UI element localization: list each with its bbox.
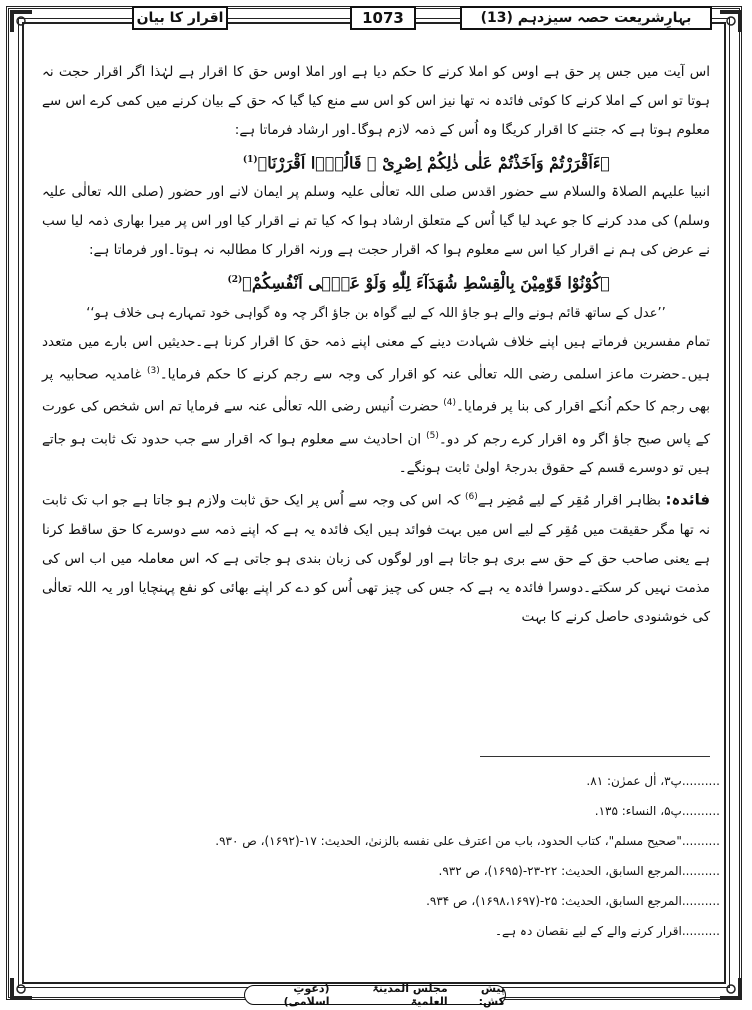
footnote-ref: (4) (443, 398, 456, 409)
footnote: ..........المرجع السابق، الحدیث: ۲۵-(۱۶۹۸،۱۶۹۷)، ص ۹۳۴. (426, 894, 720, 908)
footnotes (120, 766, 720, 946)
publisher-sub: (دعوتِ اسلامی) (283, 982, 330, 1008)
corner-ornament-icon (718, 8, 744, 34)
corner-ornament-icon (8, 976, 34, 1002)
publisher-name: مجلس المدینۃ العلمیۃ (372, 982, 448, 1008)
paragraph (42, 483, 710, 632)
footnote: ..........پ۳، اٰل عمرٰن: ۸۱. (586, 774, 720, 788)
verse-text: ﴿كُوْنُوْا قَوّٰمِيْنَ بِالْقِسْطِ شُهَدَآءَ لِلّٰهِ وَلَوْ عَلٰۤى اَنْفُسِكُمْ﴾ (242, 273, 610, 293)
section-title: اقرار کا بیان (132, 6, 228, 30)
paragraph-text: بظاہر اقرار مُقِر کے لیے مُضِر ہے (477, 492, 661, 509)
footnote-ref: (5) (426, 430, 439, 441)
page-header (40, 2, 712, 32)
paragraph (42, 328, 710, 484)
footnote-ref: (3) (146, 365, 160, 376)
paragraph (42, 58, 710, 145)
footnote: ..........اقرار کرنے والے کے لیے نقصان دہ ہے۔ (495, 924, 720, 938)
book-title: بہارِشریعت حصہ سیزدہم (13) (460, 6, 712, 30)
page-number: 1073 (350, 6, 416, 30)
paragraph (42, 178, 710, 265)
footnote-separator (480, 756, 710, 757)
paragraph-text: حضرت اُنیس رضی اللہ تعالٰی عنہ سے فرمایا تم اس شخص کی عورت کے پاس صبح جاؤ اگر وہ اقرار کرے رجم کر دو۔ (42, 398, 710, 448)
paragraph-text: اس آیت میں جس پر حق ہے اوس کو املا کرنے کا حکم دیا ہے اور املا اوس حق کا اقرار ہے لہٰذا اگر اقرار حجت نہ ہوتا تو اس کے املا کرنے کا کوئی فائدہ نہ تھا نیز اس کو اس سے منع کیا گیا کہ حق کے بیان کرنے میں کمی کرے اس سے معلوم ہوتا ہے کہ جتنے کا اقرار کریگا وہ اُس کے ذمہ لازم ہوگا۔اور ارشاد فرماتا ہے: (42, 64, 710, 138)
translation-quote: ’’عدل کے ساتھ قائم ہونے والے ہو جاؤ اللہ کے لیے گواہ بن جاؤ اگر چہ وہ گواہی خود تمہارے ہی خلاف ہو‘‘ (86, 305, 666, 321)
paragraph-text: تمام مفسرین فرماتے ہیں اپنے خلاف شہادت دینے کے معنی اپنے ذمہ حق کا اقرار کرنا ہے۔حدیثیں اس بارے میں متعدد ہیں۔حضرت ماعز اسلمی رضی اللہ تعالٰی عنہ کو اقرار کی وجہ سے رجم کرنے کا حکم فرمایا۔ (42, 333, 710, 383)
paragraph-text: انبیا علیہم الصلاۃ والسلام سے حضور اقدس صلی اللہ تعالٰی علیہ وسلم پر ایمان لانے اور حضور (صلی اللہ تعالٰی علیہ وسلم) کی مدد کرنے کا جو عہد لیا گیا اُس کے متعلق ارشاد ہوا کہ کیا تم نے اقرار کیا اور اس پر میرا بھاری ذمہ لیا سب نے عرض کی ہم نے اقرار کیا اس سے معلوم ہوا کہ اقرار حجت ہے ورنہ اقرار کا مطالبہ نہ ہوتا۔اور فرماتا ہے: (42, 184, 710, 259)
quran-verse (42, 265, 710, 298)
footnote-ref: (2) (227, 275, 243, 286)
footnote-ref: (1) (242, 155, 258, 165)
footnote: ..........المرجع السابق، الحدیث: ۲۲-۲۳-(۱۶۹۵)، ص ۹۳۲. (438, 864, 720, 878)
footnote: .........."صحیح مسلم"، کتاب الحدود، باب من اعترف علی نفسه بالزنیٰ، الحدیث: ۱۷-(۱۶۹۲)، ص ۹۳۰. (215, 834, 720, 848)
benefit-label: فائدہ: (665, 490, 711, 509)
paragraph-text: غامدیہ صحابیہ پر بھی رجم کا حکم اُنکے اقرار کی بنا پر فرمایا۔ (42, 366, 711, 415)
footnote: ..........پ۵، النساء: ۱۳۵. (594, 804, 720, 818)
paragraph-text: کہ اس کی وجہ سے اُس پر ایک حق ثابت ولازم ہو جاتا ہے جو اب تک ثابت نہ تھا مگر حقیقت میں مُقِر کے لیے اس میں بہت فوائد ہیں ایک فائدہ یہ ہے کہ اپنے ذمہ سے دوسرے کا حق ساقط کرنا ہے یعنی صاحب حق کے حق سے بری ہو جاتا ہے اور لوگوں کی زبان بندی ہو جاتی ہے کہ اس معاملہ میں اب اس کی مذمت نہیں کر سکتے۔دوسرا فائدہ یہ ہے کہ جس کی چیز تھی اُس کو دے کر اپنے بھائی کو نفع پہنچایا اور یہ اللہ تعالٰی کی خوشنودی حاصل کرنے کا بہت (42, 492, 710, 625)
footer-label: پیش کش: (478, 982, 505, 1008)
main-text (42, 58, 710, 632)
corner-ornament-icon (8, 8, 34, 34)
quran-verse (42, 145, 710, 178)
verse-text: ﴿ءَاَقْرَرْتُمْ وَاَخَذْتُمْ عَلٰی ذٰلِكُمْ اِصْرِیْ ۖ قَالُوْۤا اَقْرَرْنَا﴾ (257, 153, 610, 173)
publisher-footer (244, 982, 506, 1008)
corner-ornament-icon (718, 976, 744, 1002)
footnote-ref: (6) (464, 492, 478, 503)
paragraph-text: ان احادیث سے معلوم ہوا کہ اقرار سے جب حدود تک ثابت ہو جاتے ہیں تو دوسرے قسم کے حقوق بدرجۂ اولیٰ ثابت ہونگے۔ (42, 431, 710, 477)
